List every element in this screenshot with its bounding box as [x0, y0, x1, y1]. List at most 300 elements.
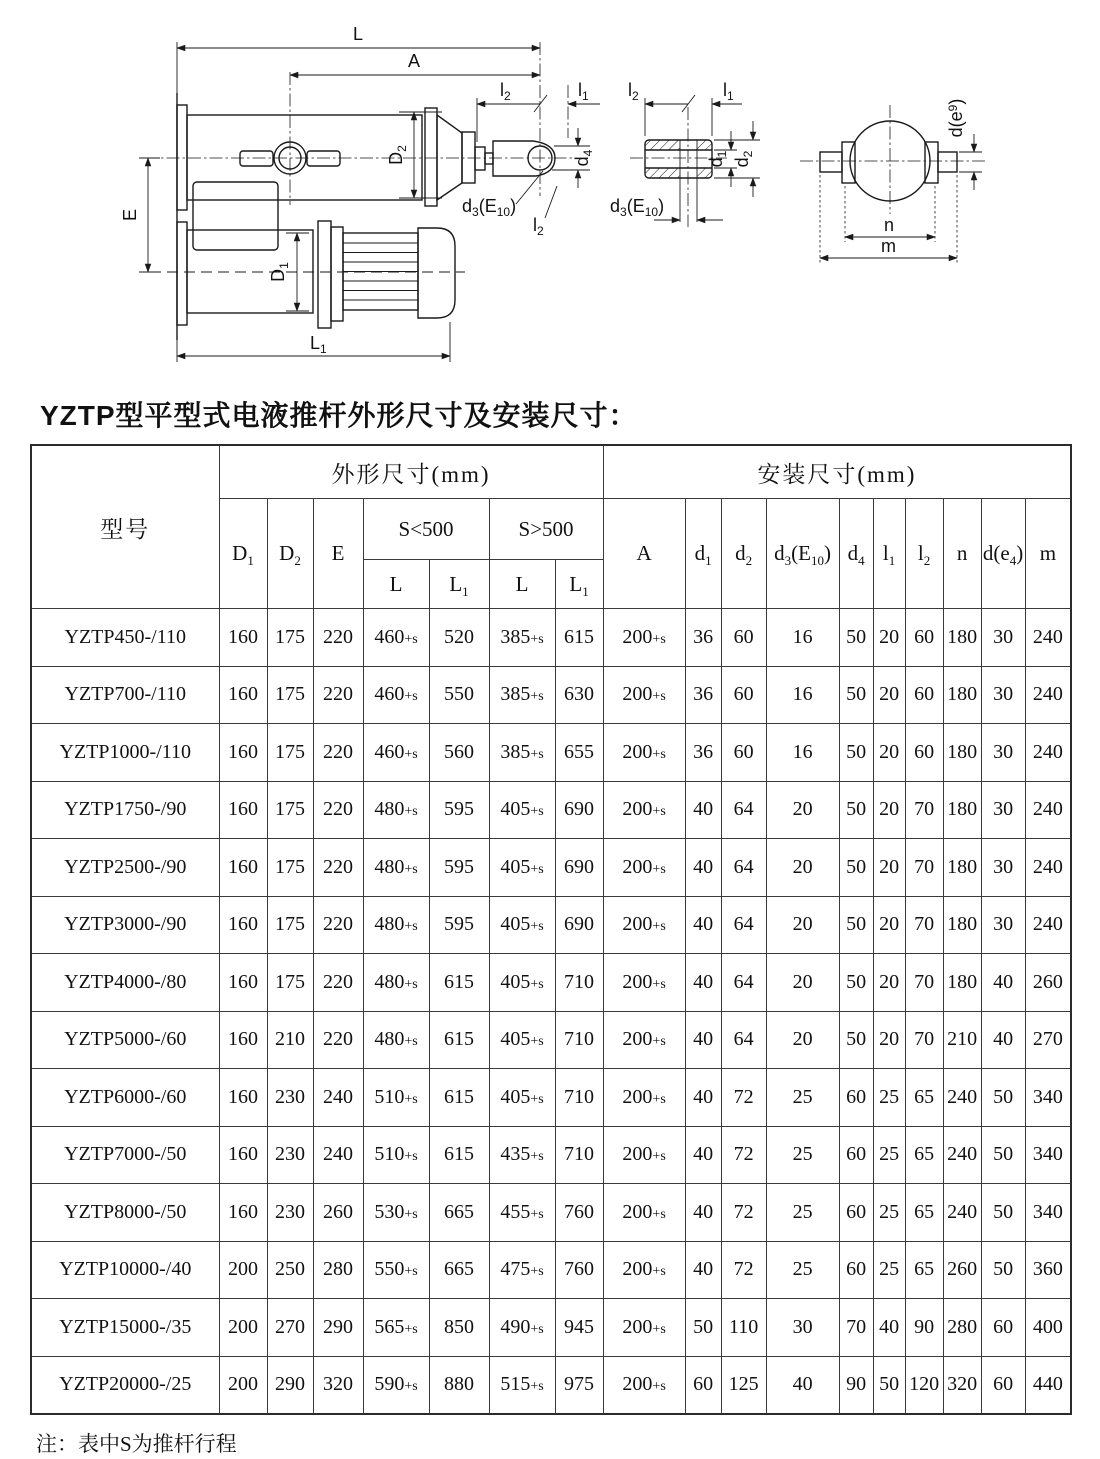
value-cell: 220: [313, 724, 363, 782]
value-cell: 60: [721, 609, 766, 667]
value-cell: 200+s: [603, 1356, 685, 1414]
table-row: [31, 954, 1071, 1012]
value-cell: 665: [429, 1241, 489, 1299]
value-cell: 64: [721, 781, 766, 839]
value-cell: 595: [429, 839, 489, 897]
col-l1: $l_1$: [873, 499, 905, 609]
table-header: [31, 445, 1071, 609]
value-cell: 460+s: [363, 724, 429, 782]
value-cell: 160: [219, 954, 267, 1012]
table-row: [31, 609, 1071, 667]
value-cell: 385+s: [489, 609, 555, 667]
value-cell: 200+s: [603, 1241, 685, 1299]
model-cell: YZTP8000-/50: [31, 1184, 219, 1242]
dim-label-A: A: [408, 51, 421, 71]
value-cell: 20: [873, 781, 905, 839]
main-view: [120, 24, 600, 362]
value-cell: 65: [905, 1184, 943, 1242]
value-cell: 36: [685, 724, 721, 782]
value-cell: 180: [943, 609, 981, 667]
col-d3E10: $d_3(E_{10})$: [766, 499, 839, 609]
value-cell: 565+s: [363, 1299, 429, 1357]
value-cell: 340: [1025, 1069, 1071, 1127]
model-cell: YZTP4000-/80: [31, 954, 219, 1012]
table-row: [31, 839, 1071, 897]
value-cell: 405+s: [489, 1069, 555, 1127]
value-cell: 200+s: [603, 896, 685, 954]
table-row: [31, 896, 1071, 954]
value-cell: 320: [313, 1356, 363, 1414]
value-cell: 240: [1025, 609, 1071, 667]
col-de4: $d(e_4)$: [981, 499, 1025, 609]
dim-label-n: n: [884, 215, 895, 235]
value-cell: 710: [555, 1011, 603, 1069]
value-cell: 30: [981, 724, 1025, 782]
motor-fins: [343, 243, 418, 300]
value-cell: 200+s: [603, 1126, 685, 1184]
value-cell: 25: [873, 1184, 905, 1242]
value-cell: 60: [839, 1126, 873, 1184]
value-cell: 385+s: [489, 666, 555, 724]
value-cell: 455+s: [489, 1184, 555, 1242]
value-cell: 180: [943, 666, 981, 724]
value-cell: 655: [555, 724, 603, 782]
value-cell: 240: [943, 1126, 981, 1184]
dim-label-d4: $d_4$: [572, 149, 595, 167]
dim-label-l2-mid: $l_2$: [628, 80, 639, 103]
value-cell: 64: [721, 839, 766, 897]
value-cell: 550+s: [363, 1241, 429, 1299]
value-cell: 40: [981, 954, 1025, 1012]
value-cell: 200+s: [603, 781, 685, 839]
group-s-lt-500: S<500: [363, 499, 489, 560]
value-cell: 50: [873, 1356, 905, 1414]
value-cell: 110: [721, 1299, 766, 1357]
value-cell: 60: [685, 1356, 721, 1414]
value-cell: 60: [905, 666, 943, 724]
value-cell: 65: [905, 1241, 943, 1299]
value-cell: 72: [721, 1241, 766, 1299]
value-cell: 20: [873, 839, 905, 897]
value-cell: 615: [429, 1126, 489, 1184]
value-cell: 125: [721, 1356, 766, 1414]
value-cell: 25: [873, 1241, 905, 1299]
value-cell: 90: [905, 1299, 943, 1357]
table-row: [31, 1126, 1071, 1184]
dim-label-D1: $D_1$: [268, 262, 291, 282]
value-cell: 440: [1025, 1356, 1071, 1414]
value-cell: 180: [943, 954, 981, 1012]
value-cell: 40: [685, 839, 721, 897]
value-cell: 760: [555, 1241, 603, 1299]
value-cell: 25: [766, 1069, 839, 1127]
value-cell: 220: [313, 839, 363, 897]
table-row: [31, 1011, 1071, 1069]
model-cell: YZTP3000-/90: [31, 896, 219, 954]
value-cell: 50: [981, 1184, 1025, 1242]
value-cell: 72: [721, 1184, 766, 1242]
value-cell: 175: [267, 839, 313, 897]
table-row: [31, 724, 1071, 782]
model-cell: YZTP7000-/50: [31, 1126, 219, 1184]
value-cell: 25: [766, 1126, 839, 1184]
value-cell: 50: [839, 1011, 873, 1069]
value-cell: 64: [721, 896, 766, 954]
value-cell: 200+s: [603, 609, 685, 667]
dim-label-l1-top: $l_1$: [578, 80, 589, 103]
value-cell: 40: [685, 896, 721, 954]
value-cell: 160: [219, 781, 267, 839]
value-cell: 710: [555, 1126, 603, 1184]
dim-label-d3-main: $d_3(E_{10})$: [462, 196, 517, 219]
value-cell: 70: [839, 1299, 873, 1357]
value-cell: 280: [313, 1241, 363, 1299]
value-cell: 385+s: [489, 724, 555, 782]
value-cell: 36: [685, 609, 721, 667]
value-cell: 615: [429, 1069, 489, 1127]
value-cell: 240: [943, 1184, 981, 1242]
value-cell: 510+s: [363, 1126, 429, 1184]
value-cell: 160: [219, 609, 267, 667]
value-cell: 200+s: [603, 1299, 685, 1357]
value-cell: 40: [685, 1184, 721, 1242]
model-cell: YZTP6000-/60: [31, 1069, 219, 1127]
table-note: 注：表中S为推杆行程: [36, 1432, 237, 1456]
value-cell: 220: [313, 609, 363, 667]
value-cell: 240: [313, 1069, 363, 1127]
value-cell: 405+s: [489, 1011, 555, 1069]
value-cell: 16: [766, 666, 839, 724]
value-cell: 320: [943, 1356, 981, 1414]
value-cell: 50: [839, 954, 873, 1012]
value-cell: 175: [267, 954, 313, 1012]
col-d1: $d_1$: [685, 499, 721, 609]
value-cell: 70: [905, 896, 943, 954]
value-cell: 25: [873, 1126, 905, 1184]
value-cell: 240: [1025, 666, 1071, 724]
value-cell: 72: [721, 1069, 766, 1127]
value-cell: 175: [267, 609, 313, 667]
value-cell: 220: [313, 666, 363, 724]
dim-label-l2-top: $l_2$: [500, 80, 511, 103]
clevis-section-view: [610, 80, 760, 227]
value-cell: 30: [766, 1299, 839, 1357]
value-cell: 160: [219, 839, 267, 897]
value-cell: 180: [943, 839, 981, 897]
value-cell: 50: [839, 781, 873, 839]
value-cell: 550: [429, 666, 489, 724]
value-cell: 70: [905, 839, 943, 897]
dim-label-d2-mid: $d_2$: [732, 150, 755, 168]
value-cell: 25: [873, 1069, 905, 1127]
col-L1-lt: $L_1$: [429, 560, 489, 609]
value-cell: 160: [219, 1069, 267, 1127]
value-cell: 180: [943, 724, 981, 782]
page-title: YZTP型平型式电液推杆外形尺寸及安装尺寸：: [40, 400, 638, 431]
value-cell: 270: [1025, 1011, 1071, 1069]
value-cell: 200: [219, 1299, 267, 1357]
value-cell: 210: [267, 1011, 313, 1069]
value-cell: 615: [429, 954, 489, 1012]
value-cell: 16: [766, 609, 839, 667]
value-cell: 50: [839, 896, 873, 954]
value-cell: 40: [981, 1011, 1025, 1069]
value-cell: 260: [943, 1241, 981, 1299]
col-D2: $D_2$: [267, 499, 313, 609]
value-cell: 50: [839, 839, 873, 897]
value-cell: 50: [839, 724, 873, 782]
col-L-lt: L: [363, 560, 429, 609]
value-cell: 120: [905, 1356, 943, 1414]
value-cell: 435+s: [489, 1126, 555, 1184]
value-cell: 220: [313, 1011, 363, 1069]
value-cell: 175: [267, 724, 313, 782]
value-cell: 475+s: [489, 1241, 555, 1299]
value-cell: 70: [905, 781, 943, 839]
value-cell: 460+s: [363, 609, 429, 667]
model-cell: YZTP1750-/90: [31, 781, 219, 839]
value-cell: 40: [685, 1241, 721, 1299]
model-cell: YZTP700-/110: [31, 666, 219, 724]
value-cell: 880: [429, 1356, 489, 1414]
value-cell: 20: [873, 954, 905, 1012]
value-cell: 200+s: [603, 954, 685, 1012]
col-model: 型号: [31, 445, 219, 609]
table-row: [31, 1184, 1071, 1242]
value-cell: 160: [219, 1011, 267, 1069]
value-cell: 40: [685, 954, 721, 1012]
value-cell: 340: [1025, 1184, 1071, 1242]
value-cell: 405+s: [489, 781, 555, 839]
value-cell: 240: [313, 1126, 363, 1184]
dim-label-de9: $d(e^9)$: [946, 98, 966, 138]
value-cell: 175: [267, 896, 313, 954]
value-cell: 590+s: [363, 1356, 429, 1414]
dim-label-d3-mid: $d_3(E_{10})$: [610, 196, 665, 219]
col-n: n: [943, 499, 981, 609]
value-cell: 25: [766, 1184, 839, 1242]
group-outline-dims: 外形尺寸(mm): [219, 445, 603, 499]
value-cell: 64: [721, 954, 766, 1012]
value-cell: 20: [873, 609, 905, 667]
value-cell: 50: [981, 1069, 1025, 1127]
value-cell: 20: [766, 839, 839, 897]
value-cell: 850: [429, 1299, 489, 1357]
value-cell: 60: [839, 1241, 873, 1299]
table-row: [31, 1299, 1071, 1357]
value-cell: 30: [981, 896, 1025, 954]
col-L-gt: L: [489, 560, 555, 609]
value-cell: 260: [1025, 954, 1071, 1012]
model-cell: YZTP15000-/35: [31, 1299, 219, 1357]
value-cell: 690: [555, 896, 603, 954]
value-cell: 290: [267, 1356, 313, 1414]
value-cell: 480+s: [363, 839, 429, 897]
col-d2: $d_2$: [721, 499, 766, 609]
col-A: A: [603, 499, 685, 609]
value-cell: 480+s: [363, 781, 429, 839]
value-cell: 760: [555, 1184, 603, 1242]
model-cell: YZTP20000-/25: [31, 1356, 219, 1414]
value-cell: 665: [429, 1184, 489, 1242]
value-cell: 510+s: [363, 1069, 429, 1127]
dim-label-D2: $D_2$: [386, 145, 409, 165]
value-cell: 280: [943, 1299, 981, 1357]
value-cell: 290: [313, 1299, 363, 1357]
model-cell: YZTP2500-/90: [31, 839, 219, 897]
value-cell: 270: [267, 1299, 313, 1357]
value-cell: 64: [721, 1011, 766, 1069]
col-l2: $l_2$: [905, 499, 943, 609]
value-cell: 490+s: [489, 1299, 555, 1357]
value-cell: 20: [766, 954, 839, 1012]
value-cell: 40: [685, 781, 721, 839]
value-cell: 220: [313, 896, 363, 954]
value-cell: 200: [219, 1241, 267, 1299]
dim-label-l2-bottom: $l_2$: [533, 215, 544, 238]
value-cell: 30: [981, 781, 1025, 839]
value-cell: 520: [429, 609, 489, 667]
value-cell: 40: [685, 1069, 721, 1127]
value-cell: 240: [1025, 896, 1071, 954]
value-cell: 530+s: [363, 1184, 429, 1242]
trunnion-end-view: [800, 99, 985, 263]
value-cell: 160: [219, 896, 267, 954]
value-cell: 480+s: [363, 954, 429, 1012]
value-cell: 260: [313, 1184, 363, 1242]
dim-label-m: m: [881, 236, 896, 256]
value-cell: 72: [721, 1126, 766, 1184]
technical-drawing: [0, 0, 1100, 392]
value-cell: 340: [1025, 1126, 1071, 1184]
col-D1: $D_1$: [219, 499, 267, 609]
dim-label-L: L: [353, 24, 364, 44]
value-cell: 945: [555, 1299, 603, 1357]
value-cell: 460+s: [363, 666, 429, 724]
value-cell: 50: [685, 1299, 721, 1357]
value-cell: 230: [267, 1126, 313, 1184]
value-cell: 90: [839, 1356, 873, 1414]
table-row: [31, 1069, 1071, 1127]
value-cell: 160: [219, 1126, 267, 1184]
value-cell: 40: [873, 1299, 905, 1357]
model-cell: YZTP1000-/110: [31, 724, 219, 782]
value-cell: 250: [267, 1241, 313, 1299]
group-s-gt-500: S>500: [489, 499, 603, 560]
value-cell: 595: [429, 781, 489, 839]
dim-label-L1: $L_1$: [310, 333, 327, 356]
value-cell: 200+s: [603, 724, 685, 782]
value-cell: 160: [219, 724, 267, 782]
dim-label-l1-mid: $l_1$: [723, 80, 734, 103]
value-cell: 60: [905, 724, 943, 782]
value-cell: 240: [1025, 839, 1071, 897]
value-cell: 690: [555, 781, 603, 839]
value-cell: 60: [981, 1356, 1025, 1414]
col-L1-gt: $L_1$: [555, 560, 603, 609]
value-cell: 975: [555, 1356, 603, 1414]
model-cell: YZTP10000-/40: [31, 1241, 219, 1299]
value-cell: 220: [313, 781, 363, 839]
value-cell: 70: [905, 1011, 943, 1069]
value-cell: 220: [313, 954, 363, 1012]
value-cell: 240: [943, 1069, 981, 1127]
value-cell: 20: [873, 724, 905, 782]
value-cell: 200+s: [603, 1069, 685, 1127]
group-install-dims: 安装尺寸(mm): [603, 445, 1071, 499]
model-cell: YZTP450-/110: [31, 609, 219, 667]
value-cell: 240: [1025, 781, 1071, 839]
value-cell: 20: [766, 896, 839, 954]
value-cell: 50: [839, 666, 873, 724]
dim-label-d1-mid: $d_1$: [706, 150, 729, 168]
value-cell: 400: [1025, 1299, 1071, 1357]
value-cell: 200: [219, 1356, 267, 1414]
col-m: m: [1025, 499, 1071, 609]
value-cell: 200+s: [603, 1184, 685, 1242]
value-cell: 60: [981, 1299, 1025, 1357]
table-row: [31, 1356, 1071, 1414]
value-cell: 595: [429, 896, 489, 954]
value-cell: 60: [721, 724, 766, 782]
value-cell: 405+s: [489, 896, 555, 954]
value-cell: 20: [873, 1011, 905, 1069]
value-cell: 25: [766, 1241, 839, 1299]
value-cell: 50: [981, 1126, 1025, 1184]
value-cell: 200+s: [603, 1011, 685, 1069]
value-cell: 40: [685, 1126, 721, 1184]
value-cell: 630: [555, 666, 603, 724]
value-cell: 60: [839, 1069, 873, 1127]
value-cell: 710: [555, 954, 603, 1012]
value-cell: 615: [555, 609, 603, 667]
value-cell: 65: [905, 1069, 943, 1127]
value-cell: 615: [429, 1011, 489, 1069]
value-cell: 200+s: [603, 666, 685, 724]
value-cell: 180: [943, 896, 981, 954]
value-cell: 360: [1025, 1241, 1071, 1299]
value-cell: 560: [429, 724, 489, 782]
value-cell: 200+s: [603, 839, 685, 897]
value-cell: 210: [943, 1011, 981, 1069]
value-cell: 20: [873, 666, 905, 724]
value-cell: 30: [981, 609, 1025, 667]
dim-label-E: E: [120, 208, 140, 222]
drawing-svg: [0, 0, 1100, 392]
value-cell: 30: [981, 839, 1025, 897]
value-cell: 60: [839, 1184, 873, 1242]
value-cell: 230: [267, 1069, 313, 1127]
table-row: [31, 666, 1071, 724]
value-cell: 50: [839, 609, 873, 667]
value-cell: 20: [766, 781, 839, 839]
value-cell: 690: [555, 839, 603, 897]
value-cell: 60: [905, 609, 943, 667]
value-cell: 175: [267, 666, 313, 724]
value-cell: 16: [766, 724, 839, 782]
value-cell: 240: [1025, 724, 1071, 782]
value-cell: 160: [219, 666, 267, 724]
value-cell: 230: [267, 1184, 313, 1242]
value-cell: 175: [267, 781, 313, 839]
model-cell: YZTP5000-/60: [31, 1011, 219, 1069]
value-cell: 40: [766, 1356, 839, 1414]
table-row: [31, 781, 1071, 839]
value-cell: 405+s: [489, 954, 555, 1012]
table-row: [31, 1241, 1071, 1299]
value-cell: 30: [981, 666, 1025, 724]
value-cell: 50: [981, 1241, 1025, 1299]
